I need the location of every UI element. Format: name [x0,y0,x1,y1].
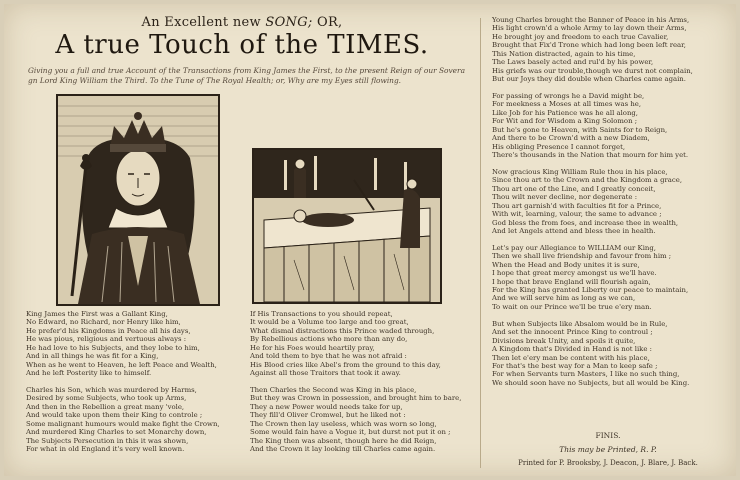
verse-column-3 [492,16,693,387]
verse-line: If His Transactions to you should repeat, [250,310,393,318]
verse-line: For passing of wrongs he a David might be, [492,91,645,100]
verse-line: And there to be Crown'd with a new Diadem, [492,134,650,143]
verse-line: And set the innocent Prince King to controul ; [492,328,653,337]
verse-line: Some would fain have a Vogue it, but durst not put it on ; [250,428,451,437]
verse-line: And he left Posterity like to himself. [26,369,152,378]
verse-line: It would be a Volume too large and too great, [250,318,409,327]
verse-line: And then in the Rebellion a great many 'vole, [26,402,185,411]
verse-column-1 [26,310,220,453]
verse-line: And the Crown it lay looking till Charles came again. [250,445,436,453]
verse-line: I hope that brave England will flourish again, [492,277,651,286]
verse-line: Divisions break Unity, and spoils it quite, [492,336,636,345]
verse-line: When the Head and Body unites it is sure, [492,260,640,269]
verse-line: But when Subjects like Absalom would be in Rule, [492,319,668,328]
verse-line: They a new Power would needs take for up, [250,402,403,411]
verse-line: For meekness a Moses at all times was he, [492,100,642,109]
verse-line: But they was Crown in possession, and brought him to bare, [250,394,462,403]
king-portrait-illustration [58,96,218,304]
verse-line: We should soon have no Subjects, but all would be King. [492,378,690,387]
verse-line [492,311,693,319]
verse-line [492,235,693,243]
printer-line: Printed for P. Brooksby, J. Deacon, J. Blare, J. Back. [518,459,698,467]
verse-line: This Nation distracted, again to his time, [492,49,636,58]
verse-line: A Kingdom that's Divided in Hand is not like : [492,345,652,354]
column-divider [480,18,481,468]
verse-line [492,159,693,167]
verse-line: No Edward, no Richard, nor Henry like him, [26,318,181,327]
verse-line: And let Angels attend and bless thee in health. [492,226,656,235]
finis-label: FINIS. [595,431,621,440]
verse-line: Now gracious King William Rule thou in his place, [492,167,668,176]
verse-line: Charles his Son, which was murdered by Harms, [26,385,197,394]
verse-line: His Blood cries like Abel's from the ground to this day, [250,360,441,369]
verse-line: Since thou art to the Crown and the Kingdom a grace, [492,176,683,185]
verse-line: His obliging Presence I cannot forget, [492,142,626,151]
title-line-1 [4,15,480,30]
verse-line [492,84,693,92]
verse-line: Then we shall live friendship and favour from him ; [492,252,672,261]
verse-line: For that's the best way for a Man to keep safe ; [492,361,658,370]
verse-line: And murdered King Charles to set Monarchy down, [26,428,207,437]
license-line: This may be Printed, R. P. [559,445,657,454]
verse-line: King James the First was a Gallant King, [26,310,168,318]
verse-line: Thou art garnish'd with faculties fit for a Prince, [492,201,662,210]
verse-line [250,378,461,386]
verse-line: What dismal distractions this Prince waded through, [250,326,435,335]
verse-line: For the King has granted Liberty our peace to maintain, [492,286,689,294]
verse-line: And told them to bye that he was not afraid : [250,352,407,361]
verse-line: The Laws basely acted and rul'd by his power, [492,58,654,67]
verse-line: Young Charles brought the Banner of Peace in his Arms, [492,16,690,24]
verse-line: Thou art one of the Line, and I greatly conceit, [492,184,656,193]
verse-line: Then let e'ery man be content with his place, [492,353,650,362]
execution-scene-woodcut [252,148,442,304]
verse-line: And would take upon them their King to controle ; [26,411,203,420]
verse-line: His griefs was our trouble,though we durst not complain, [492,66,693,75]
verse-line: Desired by some Subjects, who took up Arms, [26,394,187,403]
verse-line: The Crown then lay useless, which was worn so long, [250,419,437,428]
verse-line: He prefer'd his Kingdoms in Peace all his days, [26,326,191,335]
verse-line: And we will serve him as long as we can, [492,294,636,303]
verse-line: He for his Foes would heartily pray, [250,343,375,352]
verse-line: With wit, learning, valour, the same to advance ; [492,210,662,219]
verse-line: He had love to his Subjects, and they lobe to him, [26,343,200,352]
verse-line: He brought joy and freedom to each true Cavalier, [492,32,669,41]
verse-line: And in all things he was fit for a King, [26,352,159,361]
title-part-a: An Excellent new [141,15,261,30]
execution-scene-illustration [254,150,440,302]
verse-line: I hope that great mercy amongst us we'll have. [492,269,657,278]
verse-line: Some malignant humours would make fight the Crown, [26,419,220,428]
verse-line: His light crown'd a whole Army to lay down their Arms, [492,24,687,33]
verse-line: To wait on our Prince we'll be true e'ery man. [492,302,652,311]
verse-line: Against all those Traitors that took it away. [250,369,401,378]
king-portrait-woodcut [56,94,220,306]
verse-line: For what in old England it's very well known. [26,445,185,453]
verse-line: God bless the from foes, and increase thee in wealth, [492,218,679,227]
verse-line: The Subjects Persecution in this it was shown, [26,436,189,445]
title-part-song: SONG; [265,15,313,30]
subtitle: Giving you a full and true Account of the Transactions from King James the First, to the present Reign of our Sovera gn Lord King William the Third. To the Tune of The Royal Health; or, Why are my Eyes still flowing. [28,66,465,85]
broadside-sheet [4,4,736,476]
verse-line: When as he went to Heaven, he left Peace and Wealth, [26,360,217,369]
verse-line: They fill'd Oliver Cromwel, but he liked not : [250,411,406,420]
title-line-2: A true Touch of the TIMES. [55,30,429,60]
verse-line: He was pious, religious and vertuous always : [26,335,187,344]
verse-line [26,378,220,386]
verse-line: For when Servants turn Masters, I like no such thing, [492,370,680,379]
verse-line: But our Joys they did double when Charles came again. [492,75,686,84]
verse-line: But he's gone to Heaven, with Saints for to Reign, [492,125,668,134]
verse-line: By Rebellious actions who more than any do, [250,335,408,344]
verse-line: There's thousands in the Nation that mourn for him yet. [492,151,689,159]
verse-line: Brought that Fix'd Trone which had long been left rear, [492,41,686,50]
title-part-or: OR, [317,15,343,30]
verse-line: Thou wilt never decline, nor degenerate : [492,193,638,202]
verse-line: Like Job for his Patience was he all along, [492,108,638,117]
verse-column-2 [250,310,461,453]
verse-line: Let's pay our Allegiance to WILLIAM our King, [492,243,656,252]
verse-line: For Wit and for Wisdom a King Solomon ; [492,117,638,126]
verse-line: Then Charles the Second was King in his place, [250,385,417,394]
verse-line: The King then was absent, though here he did Reign, [250,436,437,445]
